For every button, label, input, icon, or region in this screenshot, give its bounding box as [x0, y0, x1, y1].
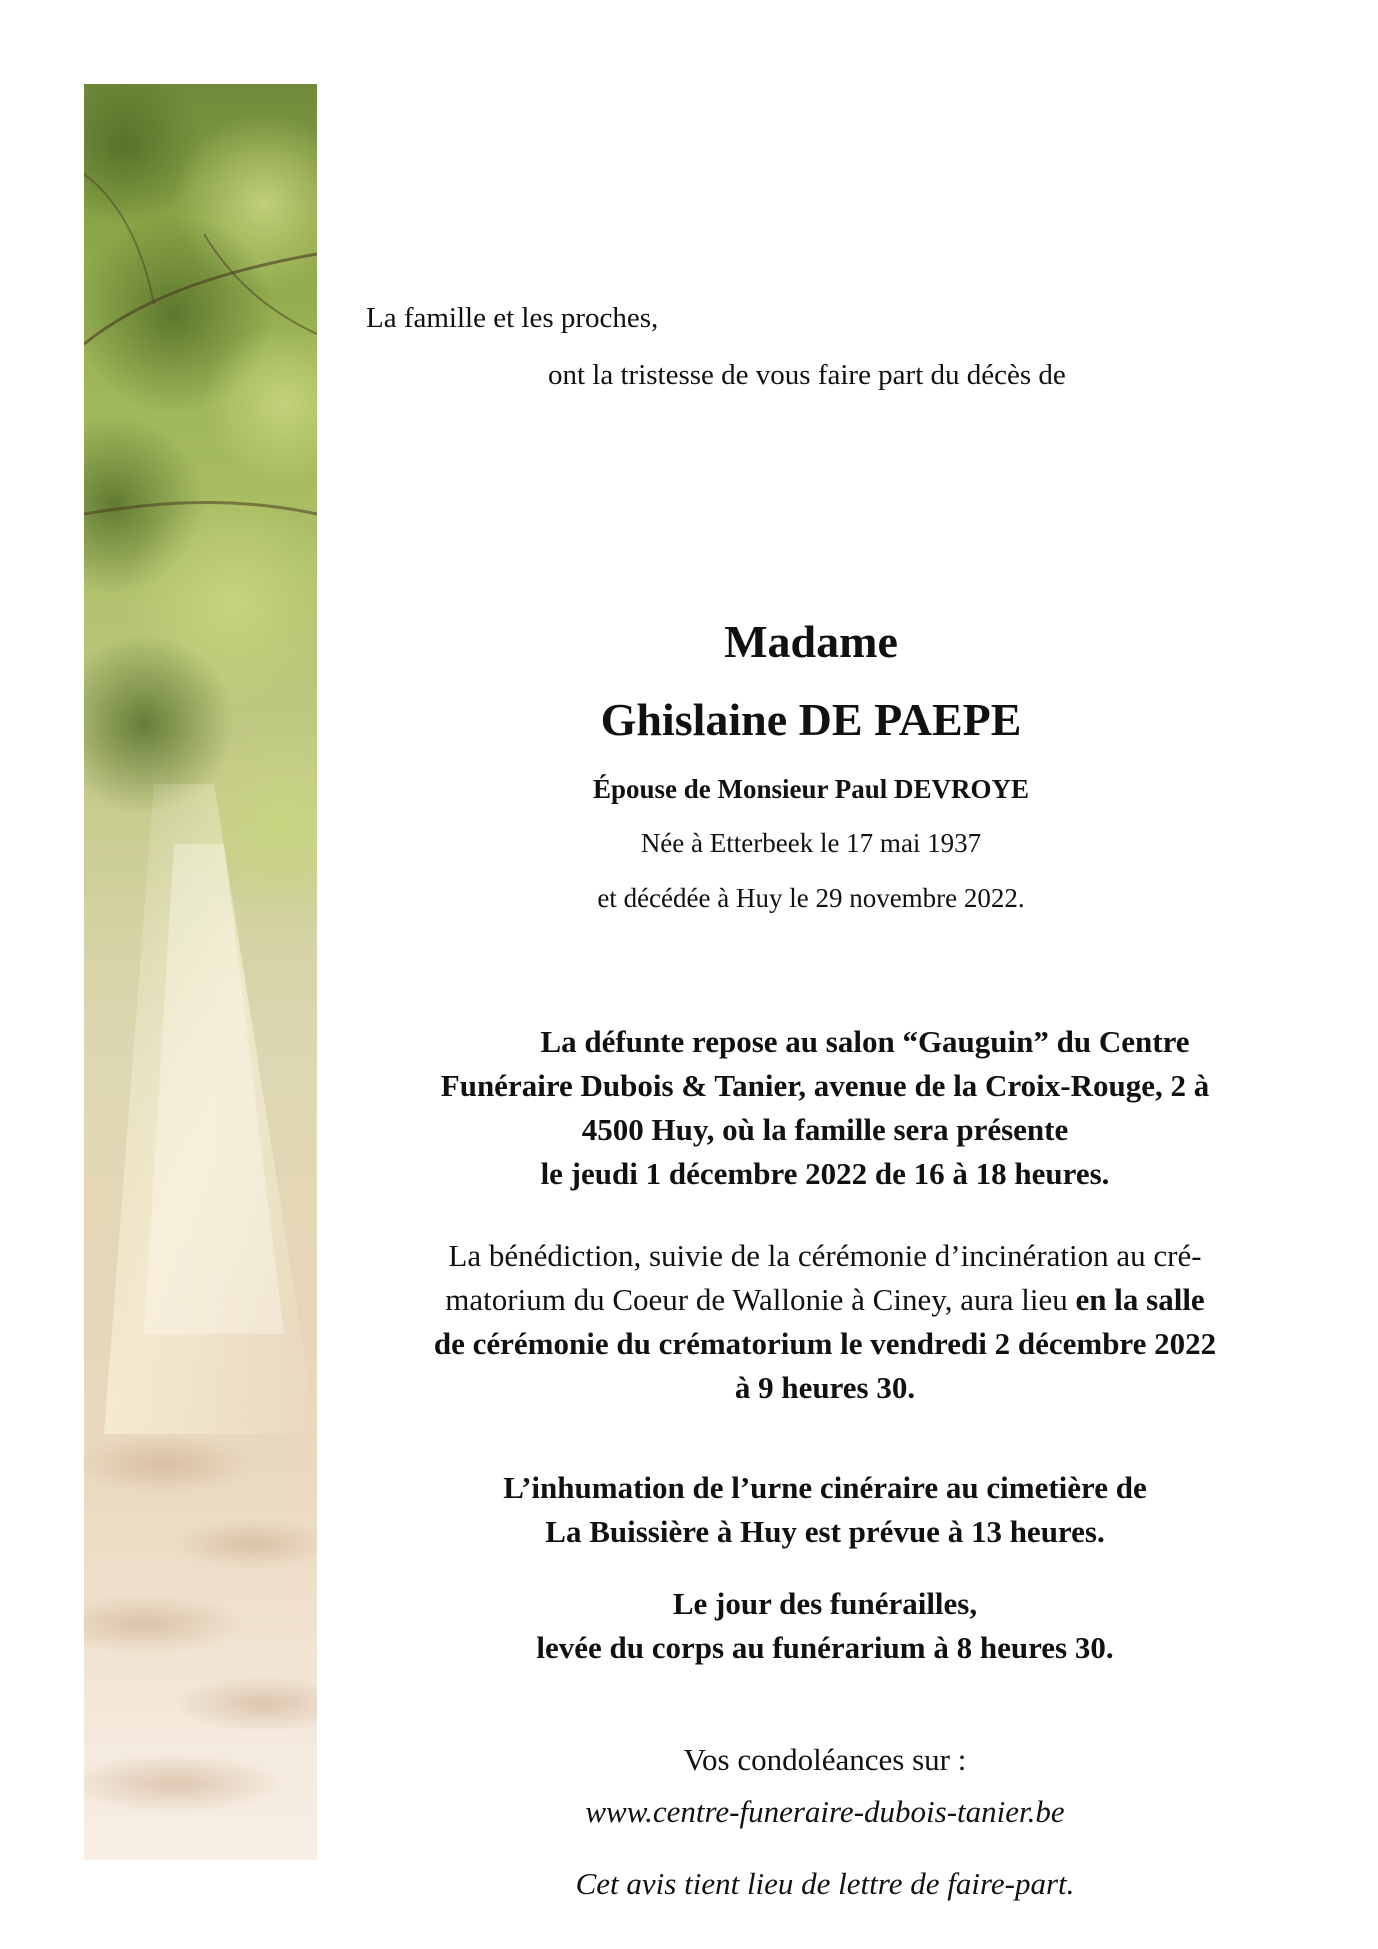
- ceremony-line: La bénédiction, suivie de la cérémonie d’incinération au cré-: [448, 1238, 1202, 1273]
- ceremony-line: [350, 1278, 1300, 1322]
- funeral-day-paragraph: [350, 1582, 1300, 1670]
- burial-paragraph: [350, 1466, 1300, 1554]
- condolences-label: Vos condoléances sur :: [683, 1742, 967, 1777]
- deceased-title: Madame: [724, 616, 898, 667]
- burial-line: La Buissière à Huy est prévue à 13 heures.: [545, 1514, 1105, 1549]
- deceased-death: et décédée à Huy le 29 novembre 2022.: [597, 883, 1025, 913]
- visitation-line: La défunte repose au salon “Gauguin” du Centre: [540, 1024, 1190, 1059]
- ceremony-paragraph: [350, 1234, 1300, 1410]
- visitation-line: Funéraire Dubois & Tanier, avenue de la Croix-Rouge, 2 à: [440, 1068, 1210, 1103]
- funeral-day-line: Le jour des funérailles,: [672, 1586, 978, 1621]
- burial-line: L’inhumation de l’urne cinéraire au cimetière de: [503, 1470, 1147, 1505]
- ceremony-line: à 9 heures 30.: [734, 1370, 916, 1405]
- intro-line-family: La famille et les proches,: [366, 302, 659, 334]
- ceremony-line-bold: en la salle: [1075, 1282, 1205, 1317]
- visitation-line: le jeudi 1 décembre 2022 de 16 à 18 heures.: [540, 1156, 1110, 1191]
- visitation-paragraph: [350, 1020, 1300, 1196]
- ceremony-line-normal: matorium du Coeur de Wallonie à Ciney, aura lieu: [445, 1282, 1076, 1317]
- deceased-birth: Née à Etterbeek le 17 mai 1937: [640, 828, 982, 858]
- condolences-website-link[interactable]: www.centre-funeraire-dubois-tanier.be: [585, 1794, 1065, 1829]
- intro-line-announcement: ont la tristesse de vous faire part du décès de: [548, 359, 1066, 391]
- funeral-day-line: levée du corps au funérarium à 8 heures 30.: [536, 1630, 1114, 1665]
- forest-path-illustration: [84, 84, 317, 1860]
- notice-statement: Cet avis tient lieu de lettre de faire-part.: [575, 1866, 1075, 1901]
- ceremony-line: de cérémonie du crématorium le vendredi 2 décembre 2022: [433, 1326, 1217, 1361]
- deceased-name: Ghislaine DE PAEPE: [600, 694, 1022, 745]
- visitation-line: 4500 Huy, où la famille sera présente: [581, 1112, 1069, 1147]
- deceased-spouse: Épouse de Monsieur Paul DEVROYE: [592, 774, 1030, 804]
- forest-path-image: [84, 84, 317, 1860]
